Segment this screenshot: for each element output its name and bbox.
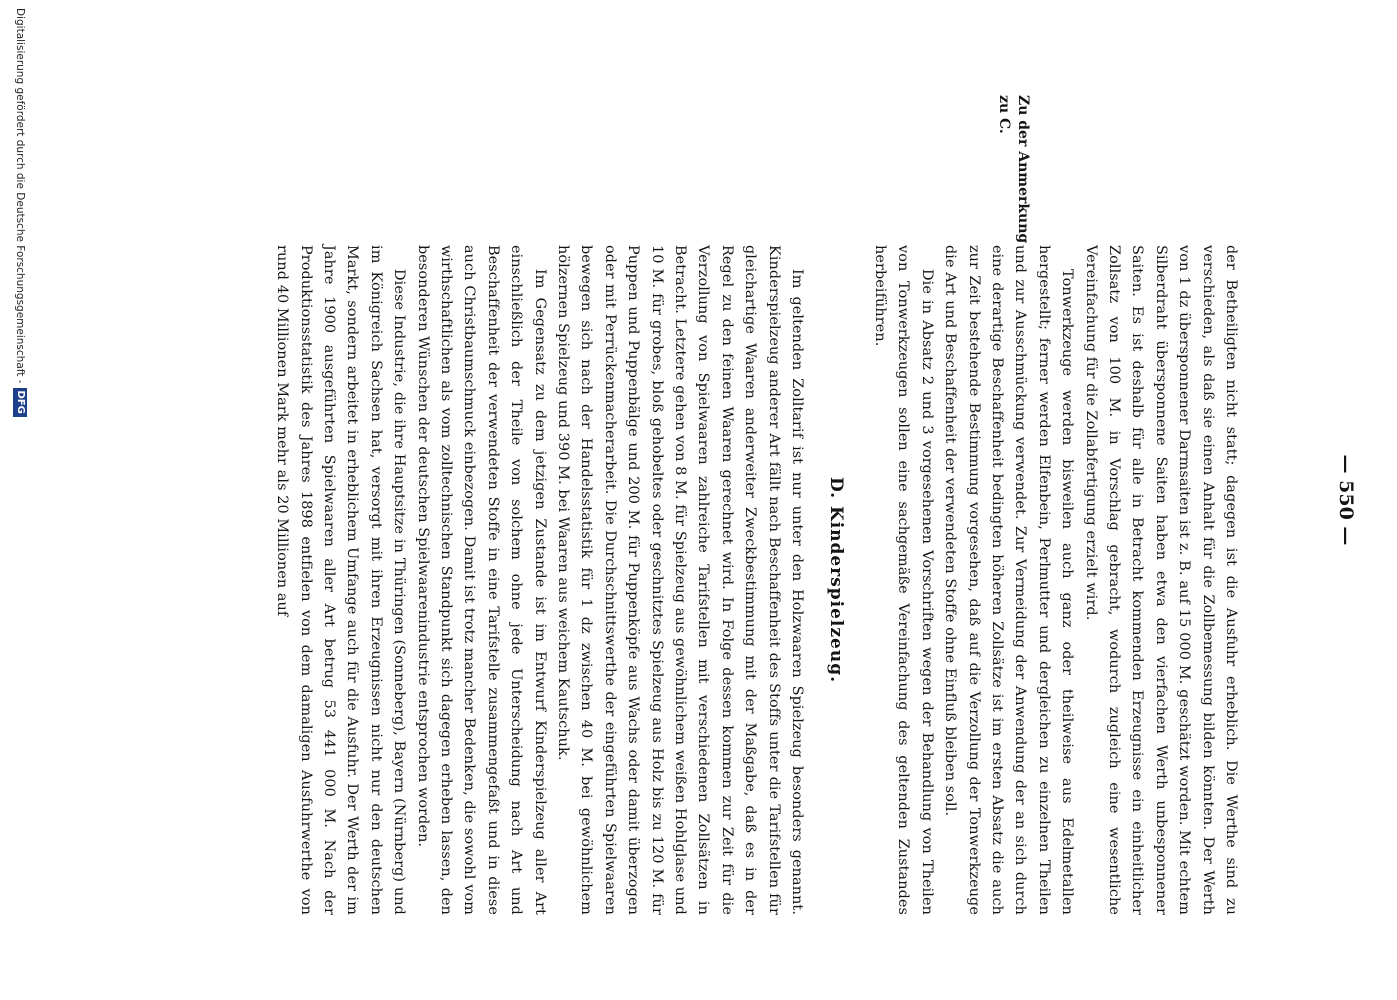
paragraph: Im Gegensatz zu dem jetzigen Zustande ist im Entwurf Kinderspielzeug aller Art einschließlich der Theile von solchem ohne jede Unterscheidung nach Art und Beschaffenheit der verwendeten Stoffe in eine Tarifstelle zusammengefaßt und in diese auch Christbaumschmuck einbezogen. Damit ist trotz mancher Bedenken, die sowohl vom wirthschaftlichen als vom zolltechnischen Standpunkt sich dagegen erheben lassen, den besonderen Wünschen der deutschen Spielwaarenindustrie entsprochen worden. <box>414 245 548 915</box>
paragraph: der Betheiligten nicht statt; dagegen ist die Ausfuhr erheblich. Die Werthe sind zu verschieden, als daß sie einen Anhalt für die Zollbemessung bilden könnten. Der Werth von 1 dz übersponnener Darmsaiten ist z. B. auf 15 000 M. geschätzt worden. Mit echtem Silberdraht übersponnene Saiten haben etwa den vierfachen Werth unbesponnener Saiten. Es ist deshalb für alle in Betracht kommenden Erzeugnisse ein einheitlicher Zollsatz von 100 M. in Vorschlag gebracht, wodurch zugleich eine wesentliche Vereinfachung für die Zollabfertigung erzielt wird. <box>1082 245 1239 915</box>
paragraph: Diese Industrie, die ihre Hauptsitze in Thüringen (Sonneberg), Bayern (Nürnberg) und im Königreich Sachsen hat, versorgt mit ihren Erzeugnissen nicht nur den deutschen Markt, sondern arbeitet in erheblichem Umfange auch für die Ausfuhr. Der Werth der im Jahre 1900 ausgeführten Spielwaaren aller Art betrug 53 441 000 M. Nach der Produktionsstatistik des Jahres 1898 entfielen von dem damaligen Ausfuhrwerthe von rund 40 Millionen Mark mehr als 20 Millionen auf <box>274 245 408 915</box>
footer-text: Digitalisierung gefördert durch die Deutsche Forschungsgemeinschaft - <box>14 8 26 384</box>
dfg-logo: DFG <box>13 388 27 417</box>
paragraph: Im geltenden Zolltarif ist nur unter den Holzwaaren Spielzeug besonders genannt. Kinderspielzeug anderer Art fällt nach Beschaffenheit des Stoffs unter die Tarifstellen für gleichartige Waaren anderweiter Zweckbestimmung mit der Maßgabe, daß es in der Regel zu den feinen Waaren gerechnet wird. In Folge dessen kommen zur Zeit für die Verzollung von Spielwaaren zahlreiche Tarifstellen mit verschiedenen Zollsätzen in Betracht. Letztere gehen von 8 M. für Spielzeug aus gewöhnlichem weißen Hohlglase und 10 M. für grobes, bloß gehobeltes oder geschnitztes Spielzeug aus Holz bis zu 120 M. für Puppen und Puppenbälge und 200 M. für Puppenköpfe aus Wachs oder damit überzogen oder mit Perrückenmacherarbeit. Die Durchschnittswerthe der eingeführten Spielwaaren bewegen sich nach der Handelsstatistik für 1 dz zwischen 40 M. bei gewöhnlichem hölzernen Spielzeug und 390 M. bei Waaren aus weichem Kautschuk. <box>555 245 806 915</box>
paragraph: Die in Absatz 2 und 3 vorgesehenen Vorschriften wegen der Behandlung von Theilen von Tonwerkzeugen sollen eine sachgemäße Vereinfachung des geltenden Zustandes herbeiführen. <box>871 245 935 915</box>
margin-note: Zu der Anmerkung zu C. <box>996 95 1031 244</box>
page-number: — 550 — <box>1335 454 1357 546</box>
body-text <box>270 245 1242 915</box>
paragraph: Tonwerkzeuge werden bisweilen auch ganz oder theilweise aus Edelmetallen hergestellt; ferner werden Elfenbein, Perlmutter und dergleichen zu einzelnen Theilen und zur Ausschmückung verwendet. Zur Vermeidung der Anwendung der an sich durch eine derartige Beschaffenheit bedingten höheren Zollsätze ist im ersten Absatz die auch zur Zeit bestehende Bestimmung vorgesehen, daß auf die Verzollung der Tonwerkzeuge die Art und Beschaffenheit der verwendeten Stoffe ohne Einfluß bleiben soll. <box>942 245 1076 915</box>
section-heading: D. Kinderspielzeug. <box>826 476 847 684</box>
digitization-footer <box>11 0 29 1000</box>
